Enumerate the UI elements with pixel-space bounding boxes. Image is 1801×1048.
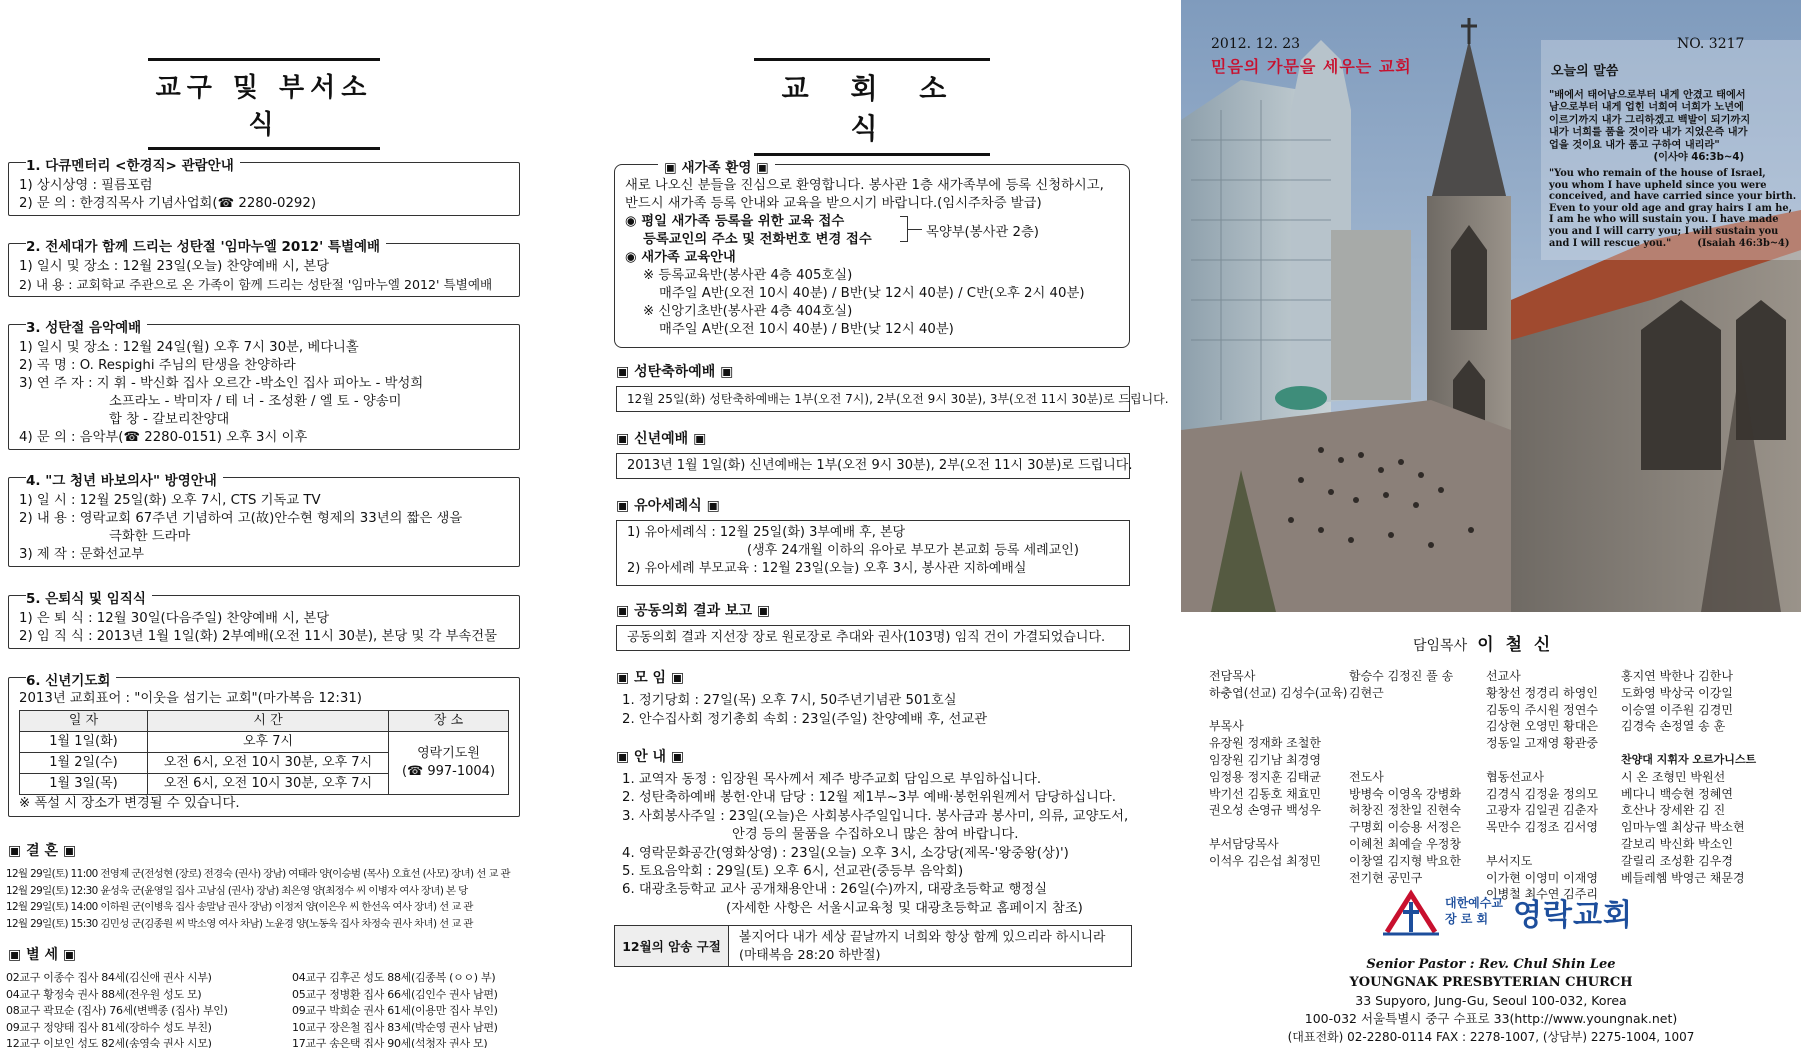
section-music-service: 1) 일시 및 장소 : 12월 24일(월) 오후 7시 30분, 베다니홀 2) 곡 명 : O. Respighi 주님의 탄생을 찬양하라 3) 연 주 자 : 지 휘 - 박신화 집사 오르간 -박소인 집사 피아노 - 박성희 소프라노 - 박미자 / 테 너 - 조성환 / 엘 토 - 양송미 합 창 - 갈보리찬양대 4) 문 의 : 음악부(☎ 2280-0151) 오후 3시 이후 [8,324,520,450]
section-newyear-prayer: 2013년 교회표어 : "이웃을 섬기는 교회"(마가복음 12:31) 일 자 시 간 장 소 1월 1일(화) 오후 7시 영락기도원 (☎ 997-1004) 1월 2일(수) 오전 6시, 오전 10시 30분, 오후 7시 1월 3일(목) 오전 6시, 오전 10시 30분, 오후 7시 ※ 폭설 시 장소가 변경될 수 있습니다. [8,677,520,817]
new-family-desk: 목양부(봉사관 2층) [926,225,1039,240]
memory-verse-ref: (마태복음 28:20 하반절) [739,948,881,963]
church-logo: 대한예수교 장 로 회 영락교회 [1381,888,1641,938]
section-drama: 1) 일 시 : 12월 25일(화) 오후 7시, CTS 기독교 TV 2) 내 용 : 영락교회 67주년 기념하여 고(故)안수현 형제의 33년의 짧은 생을 극화한 드라마 3) 제 작 : 문화선교부 [8,477,520,567]
info-heading: ▣ 안 내 ▣ [616,749,685,765]
meetings-list: 1. 정기당회 : 27일(목) 오후 7시, 50주년기념관 501호실 2. 안수집사회 정기총회 속회 : 23일(주일) 찬양예배 후, 선교관 [622,693,988,727]
prayer-schedule-table: 일 자 시 간 장 소 1월 1일(화) 오후 7시 영락기도원 (☎ 997-1004) 1월 2일(수) 오전 6시, 오전 10시 30분, 오후 7시 1월 3일(목) 오전 6시, 오전 10시 30분, 오후 7시 [19,710,509,795]
staff-col-4: 홍지연 박한나 김한나 도화영 박상국 이강일 이승열 이주원 김경민 김경숙 손정열 송 훈 찬양대 지휘자 오르가니스트 시 온 조형민 박원선 베다니 백승현 정혜연 호산나 장세완 김 진 임마누엘 최상규 박소현 갈보리 박신화 박소인 갈릴리 조성환 김우경 베들레헴 박영근 채문경 [1621,669,1757,885]
memory-verse-label: 12월의 암송 구절 [615,926,729,966]
bulletin-date: 2012. 12. 23 [1211,36,1301,52]
section-heading: 3. 성탄절 음악예배 [26,316,147,336]
bracket-tick [908,229,922,230]
memory-verse-text: 볼지어다 내가 세상 끝날까지 너희와 항상 함께 있으리라 하시니라 [739,930,1106,945]
staff-col-1: 전담목사 하충엽(선교) 김성수(교육) 부목사 유장원 정재화 조철한 임장원 김기남 최경영 임정용 정지훈 김태균 박기선 김동호 채효민 권오성 손영규 백성우 부서담당목사 이석우 김은섭 최정민 [1209,669,1348,868]
obituary-list-left: 02교구 이종수 집사 84세(김신애 권사 시부) 04교구 황정숙 권사 88세(전우원 성도 모) 08교구 곽묘순 (집사) 76세(변백종 (집사) 부인) 09교구 정양태 집사 81세(장하수 성도 부친) 12교구 이보인 성도 82세(송영숙 권사 시모) [6,971,228,1048]
senior-pastor: 담임목사 이 철 신 [1413,635,1554,655]
info-list: 1. 교역자 동정 : 임장원 목사께서 제주 방주교회 담임으로 부임하십니다. 2. 성탄축하예배 봉헌·안내 담당 : 12월 제1부~3부 예배·봉헌위원께서 담당하십니다. 3. 사회봉사주일 : 23일(오늘)은 사회봉사주일입니다. 봉사금과 봉사미, 의류, 교양도서, 안경 등의 물품을 수집하오니 많은 참여 바랍니다. 4. 영락문화공간(영화상영) : 23일(오늘) 오후 3시, 소강당(제목-'왕중왕(상)') 5. 토요음악회 : 29일(토) 오후 6시, 선교관(중등부 음악회) 6. 대광초등학교 교사 공개채용안내 : 26일(수)까지, 대광초등학교 행정실 (자세한 사항은 서울시교육청 및 대광초등학교 홈페이지 참조) [622,772,1129,916]
meetings-heading: ▣ 모 임 ▣ [616,670,685,686]
cover-page [1181,0,1801,1048]
parish-news-page [0,0,530,1048]
council-notice: 공동의회 결과 지선장 장로 원로장로 추대와 권사(103명) 임직 건이 가결되었습니다. [616,625,1130,651]
church-motto: 믿음의 가문을 세우는 교회 [1211,57,1412,76]
wedding-list: 12월 29일(토) 11:00 전영제 군(전성현 (장로) 전경숙 (권사) 장남) 여태라 양(이승범 (목사) 오효선 (사모) 장녀) 선 교 관 12월 29일(토) 12:30 윤성욱 군(윤영일 집사 고남심 (권사) 장남) 최은영 양(최정수 씨 이병자 여사 장녀) 본 당 12월 29일(토) 14:00 이하원 군(이병욱 집사 송말남 권사 장남) 이정저 양(이은우 씨 한선옥 여사 장녀) 선 교 관 12월 29일(토) 15:30 김민성 군(김종원 씨 박소영 여사 차남) 노윤경 양(노동욱 집사 차정숙 권사 차녀) 선 교 관 [6,868,510,930]
obituary-list-right: 04교구 김후곤 성도 88세(김종복 (ㅇㅇ) 부) 05교구 정병환 집사 66세(김인수 권사 남편) 09교구 박희순 권사 61세(이용만 집사 부인) 10교구 장은철 집사 83세(박순영 권사 남편) 17교구 송은택 집사 90세(석청자 권사 모) [292,971,498,1048]
section-heading: 6. 신년기도회 [26,669,116,689]
obituary-heading: ▣ 별 세 ▣ [8,947,77,963]
section-heading: ▣ 새가족 환영 ▣ [658,156,775,176]
section-christmas-service: 1) 일시 및 장소 : 12월 23일(오늘) 찬양예배 시, 본당 2) 내 용 : 교회학교 주관으로 온 가족이 함께 드리는 성탄절 '임마누엘 2012' 특별예배 [8,243,520,297]
memory-verse-box [614,925,1132,967]
newyear-notice: 2013년 1월 1일(화) 신년예배는 1부(오전 9시 30분), 2부(오전 11시 30분)로 드립니다. [616,453,1130,479]
section-documentary: 1) 상시상영 : 필름포럼 2) 문 의 : 한경직목사 기념사업회(☎ 2280-0292) [8,162,520,216]
bulletin-number: NO. 3217 [1677,36,1745,52]
council-heading: ▣ 공동의회 결과 보고 ▣ [616,603,771,619]
xmas-heading: ▣ 성탄축하예배 ▣ [616,364,734,380]
xmas-notice: 12월 25일(화) 성탄축하예배는 1부(오전 7시), 2부(오전 9시 30분), 3부(오전 11시 30분)로 드립니다. [616,386,1130,412]
todays-word-korean: "배에서 태어남으로부터 내게 안겼고 태에서 남으로부터 내게 업힌 너희여 너희가 노년에 이르기까지 내가 그리하겠고 백발이 되기까지 내가 너희를 품을 것이라 내가 지었은즉 내가 업을 것이요 내가 품고 구하여 내리라" (이사야 46:3b~4) [1549,90,1751,164]
wedding-heading: ▣ 결 혼 ▣ [8,843,77,859]
section-heading: 2. 전세대가 함께 드리는 성탄절 '임마누엘 2012' 특별예배 [26,235,386,255]
section-ordination: 1) 은 퇴 식 : 12월 30일(다음주일) 찬양예배 시, 본당 2) 임 직 식 : 2013년 1월 1일(화) 2부예배(오전 11시 30분), 본당 및 각 부속건물 [8,595,520,649]
page-title: 교구 및 부서소식 [148,58,380,150]
section-heading: 1. 다큐멘터리 <한경직> 관람안내 [26,154,240,174]
todays-word-english: "You who remain of the house of Israel, you whom I have upheld since you were conceived, and have carried since your birth. Even to your old age and gray hairs I am he, I am he who will sustain you. I have made you and I will carry you; I will sustain you and I will rescue you." (Isaiah 46:3b~4) [1549,168,1797,249]
logo-mark-icon [1381,888,1441,936]
staff-col-2: 함승수 김정진 풀 송 김현근 전도사 방병숙 이영옥 강병화 허창진 정찬일 진현숙 구명회 이승용 서정은 이혜천 최예슬 우정창 이창열 김지형 박요한 전기현 공민구 [1349,669,1461,885]
todays-word-heading: 오늘의 말씀 [1551,64,1619,79]
baptism-heading: ▣ 유아세례식 ▣ [616,498,720,514]
staff-col-3: 선교사 황창선 정경리 하영인 김동익 주시원 정연수 김상현 오영민 황대은 정동일 고재영 황관중 협동선교사 김경식 김정윤 정의모 고광자 김일권 김춘자 목만수 김정조 김서영 부서지도 이가현 이영미 이재영 이병철 최수연 김주리 [1486,669,1598,902]
section-new-family: 새로 나오신 분들을 진심으로 환영합니다. 봉사관 1층 새가족부에 등록 신청하시고, 반드시 새가족 등록 안내와 교육을 받으시기 바랍니다.(임시주차증 발급) ◉ 평일 새가족 등록을 위한 교육 접수 등록교인의 주소 및 전화번호 변경 접수 ◉ 새가족 교육안내 ※ 등록교육반(봉사관 4층 405호실) 매주일 A반(오전 10시 40분) / B반(낮 12시 40분) / C반(오후 2시 40분) ※ 신앙기초반(봉사관 4층 404호실) 매주일 A반(오전 10시 40분) / B반(낮 12시 40분) [614,164,1130,348]
newyear-heading: ▣ 신년예배 ▣ [616,431,707,447]
english-info: Senior Pastor : Rev. Chul Shin Lee YOUNGNAK PRESBYTERIAN CHURCH 33 Supyoro, Jung-Gu, Seoul 100-032, Korea 100-032 서울특별시 중구 수표로 33(http://www.youngnak.net) (대표전화) 02-2280-0114 FAX : 2278-1007, (상담부) 2275-1004, 1007 [1287,957,1695,1044]
section-heading: 4. "그 청년 바보의사" 방영안내 [26,469,223,489]
page-title: 교 회 소 식 [754,58,990,156]
church-news-page [600,0,1169,1048]
section-heading: 5. 은퇴식 및 임직식 [26,587,152,607]
bracket [900,216,908,242]
baptism-notice: 1) 유아세례식 : 12월 25일(화) 3부예배 후, 본당 (생후 24개월 이하의 유아로 부모가 본교회 등록 세례교인) 2) 유아세례 부모교육 : 12월 23일(오늘) 오후 3시, 봉사관 지하예배실 [616,520,1130,586]
